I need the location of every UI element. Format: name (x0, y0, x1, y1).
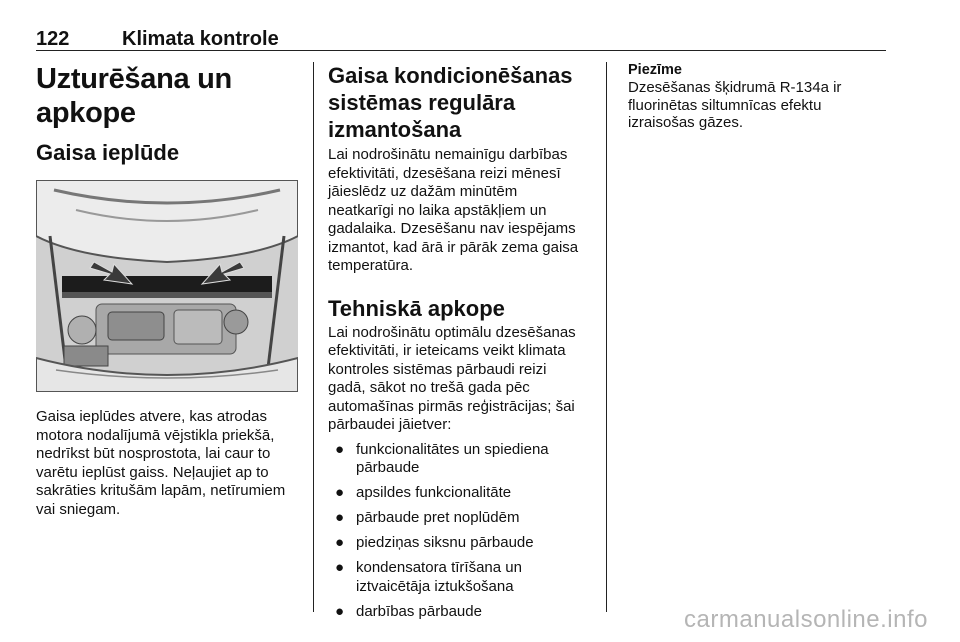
bullet-icon: ● (335, 509, 345, 526)
body-line: gadā, sākot no trešā gada pēc (328, 379, 530, 396)
section-heading-line: sistēmas regulāra (328, 90, 516, 115)
bullet-icon: ● (335, 559, 345, 576)
body-line: izmantot, kad ārā ir pārāk zema gaisa (328, 238, 579, 256)
page-header (36, 26, 886, 51)
list-item-text: apsildes funkcionalitāte (356, 484, 512, 501)
engine-bay-photo (36, 180, 298, 392)
caption-line: nedrīkst būt nosprostota, lai caur to (36, 445, 271, 462)
section-heading-line: Gaisa kondicionēšanas (328, 63, 573, 88)
list-item-text: darbības pārbaude (356, 602, 482, 620)
column-right (628, 62, 878, 132)
subsection-heading: Gaisa ieplūde (36, 140, 180, 165)
list-item (328, 603, 594, 622)
caption-line: varētu ieplūst gaiss. Neļaujiet ap to (36, 463, 269, 481)
note-title: Piezīme (628, 62, 682, 78)
column-divider (606, 62, 607, 612)
watermark: carmanualsonline.info (684, 606, 928, 633)
bullet-icon: ● (335, 440, 345, 458)
section-heading-line: izmantošana (328, 117, 462, 142)
body-line: kontroles sistēmas pārbaudi reizi (328, 360, 547, 378)
body-line: efektivitāti, dzesēšana reizi mēnesī (328, 164, 561, 182)
column-middle (328, 62, 594, 628)
list-item-text: kondensatora tīrīšana un (356, 559, 522, 576)
bullet-icon: ● (335, 602, 345, 620)
list-item-text: funkcionalitātes un spiediena (356, 440, 549, 458)
section-heading: Uzturēšana un apkope (36, 63, 232, 129)
caption-line: sakrāties kritušām lapām, netīrumiem (36, 482, 286, 499)
note-line: Dzesēšanas šķidrumā R-134a ir (628, 79, 842, 96)
body-line: efektivitāti, ir ieteicams veikt klimata (328, 342, 566, 359)
body-line: automašīnas pirmās reģistrācijas; šai (328, 397, 575, 415)
body-line: Lai nodrošinātu optimālu dzesēšanas (328, 323, 576, 341)
running-title: Klimata kontrole (122, 28, 279, 50)
note-line: fluorinētas siltumnīcas efektu (628, 96, 822, 114)
body-line: gadalaika. Dzesēšanu nav iespējams (328, 220, 576, 237)
bullet-icon: ● (335, 534, 345, 551)
body-line: jāieslēdz uz dažām minūtēm (328, 183, 518, 200)
list-item (328, 441, 594, 478)
body-line: temperatūra. (328, 257, 414, 274)
engine-bay-illustration (36, 180, 298, 392)
note-line: izraisošas gāzes. (628, 114, 744, 131)
list-item (328, 509, 594, 528)
list-item-text: pārbaude pret noplūdēm (356, 509, 520, 526)
body-line: Lai nodrošinātu nemainīgu darbības (328, 146, 568, 163)
body-line: neatkarīgi no laika apstākļiem un (328, 201, 547, 219)
section-heading: Tehniskā apkope (328, 295, 505, 321)
list-item-text: iztvaicētāja iztukšošana (356, 577, 514, 595)
body-line: pārbaudei jāietver: (328, 416, 452, 433)
list-item (328, 559, 594, 596)
list-item-text: piedziņas siksnu pārbaude (356, 534, 534, 551)
page-number: 122 (36, 28, 70, 50)
list-item (328, 534, 594, 553)
list-item-text: pārbaude (356, 459, 420, 476)
column-left (36, 62, 298, 519)
inspection-checklist (328, 441, 594, 622)
column-divider (313, 62, 314, 612)
bullet-icon: ● (335, 484, 345, 501)
caption-line: Gaisa ieplūdes atvere, kas atrodas (36, 408, 267, 425)
list-item (328, 484, 594, 503)
caption-line: motora nodalījumā vējstikla priekšā, (36, 426, 275, 444)
caption-line: vai sniegam. (36, 500, 121, 518)
